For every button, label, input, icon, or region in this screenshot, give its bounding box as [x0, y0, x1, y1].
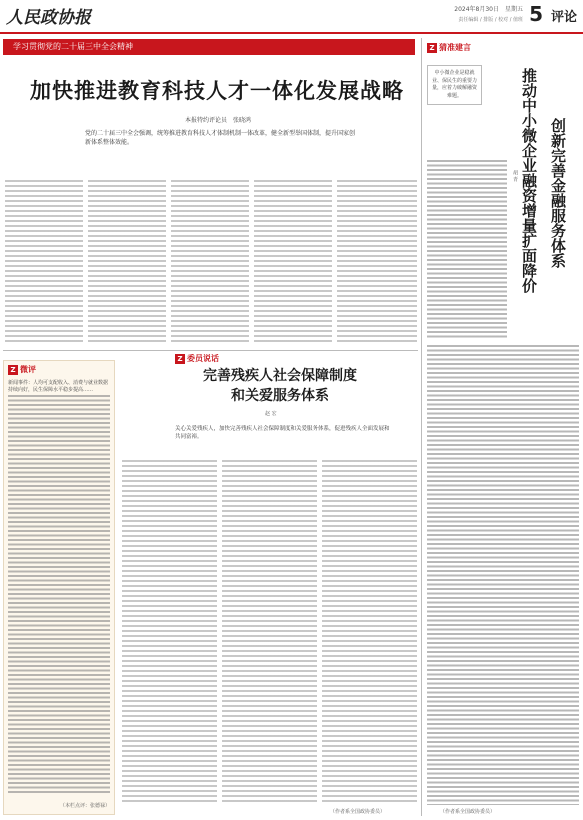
weiyuan-column: [122, 460, 217, 805]
jingzuo-title-col2: 推动中小微企业融资增量扩面降价: [520, 68, 538, 293]
section-divider: [3, 350, 418, 351]
jingzuo-tag-label: 猜准建言: [439, 43, 471, 52]
jingzuo-quote: 中小微企业是稳就业、保民生的重要力量，应着力破解融资难题。: [427, 65, 482, 105]
date-line: 2024年8月30日 星期五: [454, 6, 523, 13]
newspaper-logo: 人民政协报: [6, 8, 91, 28]
weiyuan-title-line2: 和关爱服务体系: [231, 388, 329, 404]
weiyuan-tag: [175, 353, 219, 364]
column-divider: [421, 38, 422, 816]
main-article-column: [337, 180, 417, 345]
weiyuan-column: [322, 460, 417, 805]
weiyuan-tag-label: 委员说话: [187, 354, 219, 363]
weiyuan-footer: （作者系全国政协委员）: [330, 809, 386, 815]
jingzuo-byline: 胡 青: [512, 170, 518, 182]
main-article-column: [254, 180, 332, 345]
page-number: 5: [529, 2, 543, 26]
main-article-column: [5, 180, 83, 345]
weiyuan-lead: 关心关爱残疾人，加快完善残疾人社会保障制度和关爱服务体系，促进残疾人全面发展和共同富裕。: [175, 426, 390, 440]
jingzuo-title-col1: 创新完善金融服务体系: [549, 118, 567, 268]
section-name: 评论: [550, 10, 577, 25]
jingzuo-footer: （作者系全国政协委员）: [440, 809, 496, 815]
weiping-tag-letter: Z: [8, 365, 18, 375]
jingzuo-tag-letter: Z: [427, 43, 437, 53]
weiping-footer: （本栏点评：张德禄）: [60, 803, 111, 809]
main-article-title: 加快推进教育科技人才一体化发展战略: [30, 79, 404, 103]
weiping-body: 新闻事件：人均可支配收入、消费与就业数据持续向好，民生保障水平稳步提高……: [8, 380, 109, 394]
weiping-tag: [8, 364, 36, 375]
main-article-byline: 本报特约评论员 张晓鸿: [185, 117, 252, 124]
weiyuan-title-line1: 完善残疾人社会保障制度: [203, 368, 357, 384]
editor-line: 责任编辑 / 排版 / 校对 / 值班: [458, 17, 523, 23]
weiping-tag-label: 微评: [20, 365, 36, 374]
jingzuo-column: [427, 160, 507, 340]
weiyuan-title: [180, 366, 380, 406]
weiyuan-tag-letter: Z: [175, 354, 185, 364]
main-article-column: [88, 180, 166, 345]
main-article-column: [171, 180, 249, 345]
weiyuan-column: [222, 460, 317, 805]
weiyuan-byline: 赵 宏: [265, 411, 277, 417]
topic-banner: 学习贯彻党的二十届三中全会精神: [3, 39, 415, 55]
masthead: [0, 0, 583, 34]
jingzuo-column: [427, 345, 579, 805]
main-article-lead: 党的二十届三中全会强调，统筹推进教育科技人才体制机制一体改革，健全新型举国体制，提升国家创新体系整体效能。: [85, 130, 356, 146]
weiping-body-text: [8, 395, 110, 795]
jingzuo-tag: [427, 42, 471, 53]
